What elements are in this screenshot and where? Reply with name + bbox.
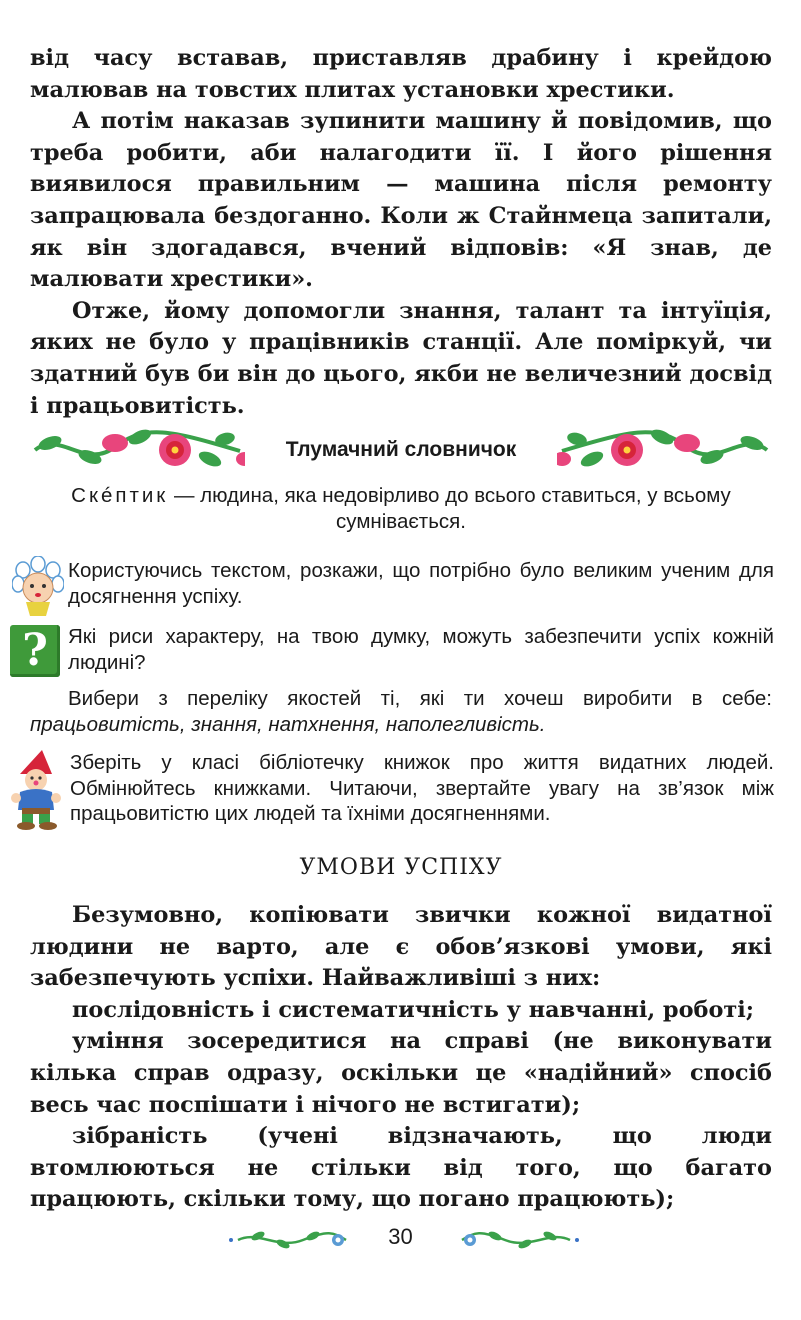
task-question-text: Які риси характеру, на твою думку, можуть забезпечити успіх кожній людині? <box>68 625 774 674</box>
section-title: УМОВИ УСПІХУ <box>299 855 503 880</box>
section-paragraph: послідовність і систематичність у навчанні, роботі; <box>72 996 755 1023</box>
glossary-term: Скéптик <box>71 484 169 507</box>
task-choose-text: Вибери з переліку якостей ті, які ти хочеш виробити в себе: <box>68 687 772 710</box>
task-project-text: Зберіть у класі бібліотечку книжок про життя видатних людей. Обмінюйтесь книжками. Читаючи, звертайте увагу на зв’язок між працьовитістю цих людей та їхніми досягненнями. <box>70 751 774 825</box>
footer-vine-right-icon <box>455 1228 580 1252</box>
glossary-header <box>30 425 772 481</box>
glossary-dash: — <box>168 484 201 507</box>
intro-paragraph: Отже, йому допомогли знання, талант та інтуїція, яких не було у працівників станції. Але поміркуй, чи здатний був би він до цього, якби не величезний досвід і працьовитість. <box>30 297 772 419</box>
task-retell-text: Користуючись текстом, розкажи, що потрібно було великим ученим для досягнення успіху. <box>68 559 774 608</box>
question-mark-icon <box>10 625 60 677</box>
intro-paragraph: А потім наказав зупинити машину й повідомив, що треба робити, аби налагодити її. І його рішення виявилося правильним — машина після ремонту запрацювала бездоганно. Коли ж Стайнмеца запитали, як він здогадався, вчений відповів: «Я знав, де малювати хрестики». <box>30 108 772 293</box>
task-retell <box>68 558 774 609</box>
question-mark-glyph: ? <box>22 625 48 676</box>
qualities-list: працьовитість, знання, натхнення, наполегливість. <box>30 712 546 736</box>
glossary-title: Тлумачний словничок <box>285 438 517 461</box>
daisy-girl-icon <box>12 556 64 618</box>
page-number: 30 <box>388 1224 413 1249</box>
glossary-definition <box>30 483 772 535</box>
task-project <box>70 750 774 827</box>
task-question <box>68 624 774 675</box>
section-body <box>30 900 772 1216</box>
section-paragraph: уміння зосередитися на справі (не виконувати кілька справ одразу, оскільки це «надійний» спосіб весь час поспішати і нічого не встигати); <box>30 1028 772 1118</box>
section-paragraph: Безумовно, копіювати звички кожної видатної людини не варто, але є обов’язкові умови, які забезпечують успіхи. Найважливіші з них: <box>30 902 772 992</box>
glossary-definition-text: людина, яка недовірливо до всього ставиться, у всьому сумнівається. <box>200 484 731 533</box>
section-paragraph: зібраність (учені відзначають, що люди втомлюються не стільки від того, що багато працюють, скільки тому, що погано працюють); <box>30 1123 772 1213</box>
intro-paragraph: від часу вставав, приставляв драбину і крейдою малював на товстих плитах установки хрестики. <box>30 45 772 103</box>
intro-text <box>30 43 772 422</box>
gnome-icon <box>8 748 68 830</box>
page-footer <box>0 1224 801 1256</box>
task-choose <box>30 686 772 737</box>
floral-vine-right-icon <box>557 425 772 475</box>
